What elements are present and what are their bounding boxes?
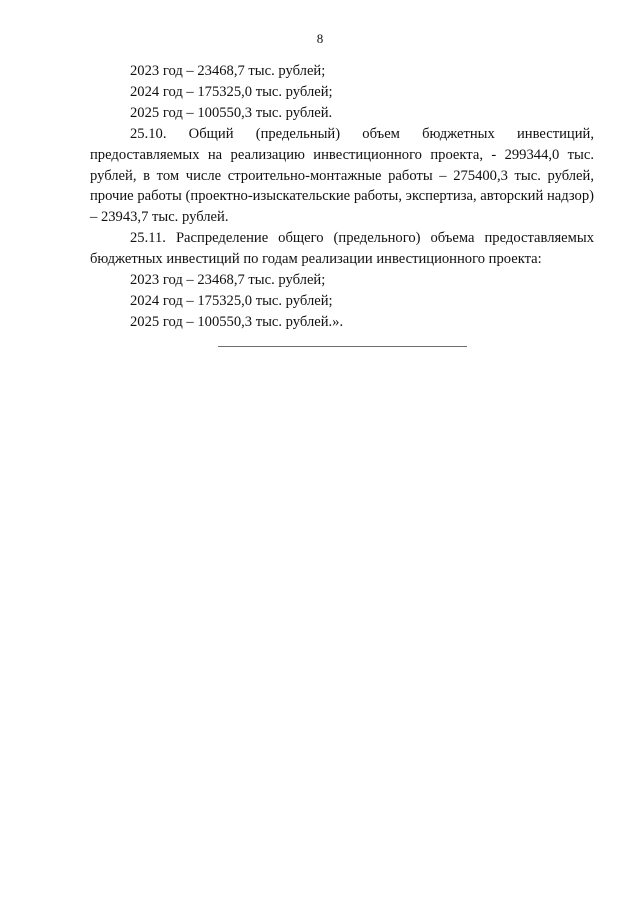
document-body [90,61,594,333]
year-line-2025: 2025 год – 100550,3 тыс. рублей. [130,104,333,121]
page-number: 8 [316,31,324,46]
paragraph-25-11: 25.11. Распределение общего (предельного) объема предоставляемых бюджетных инвестиций по годам реализации инвестиционного проекта: [90,230,594,268]
year-line-2024: 2024 год – 175325,0 тыс. рублей; [130,83,333,100]
distribution-line-2023: 2023 год – 23468,7 тыс. рублей; [130,272,326,289]
distribution-line-2025: 2025 год – 100550,3 тыс. рублей.». [130,313,344,330]
end-separator-line [218,346,467,347]
distribution-line-2024: 2024 год – 175325,0 тыс. рублей; [130,292,333,309]
year-line-2023: 2023 год – 23468,7 тыс. рублей; [130,63,326,79]
paragraph-25-10: 25.10. Общий (предельный) объем бюджетных инвестиций, предоставляемых на реализацию инвестиционного проекта, - 299344,0 тыс. рублей, в том числе строительно-монтажные работы – 275400,3 тыс. рублей, прочие работы (проектно-изыскательские работы, экспертиза, авторский надзор) – 23943,7 тыс. рублей. [90,125,594,226]
